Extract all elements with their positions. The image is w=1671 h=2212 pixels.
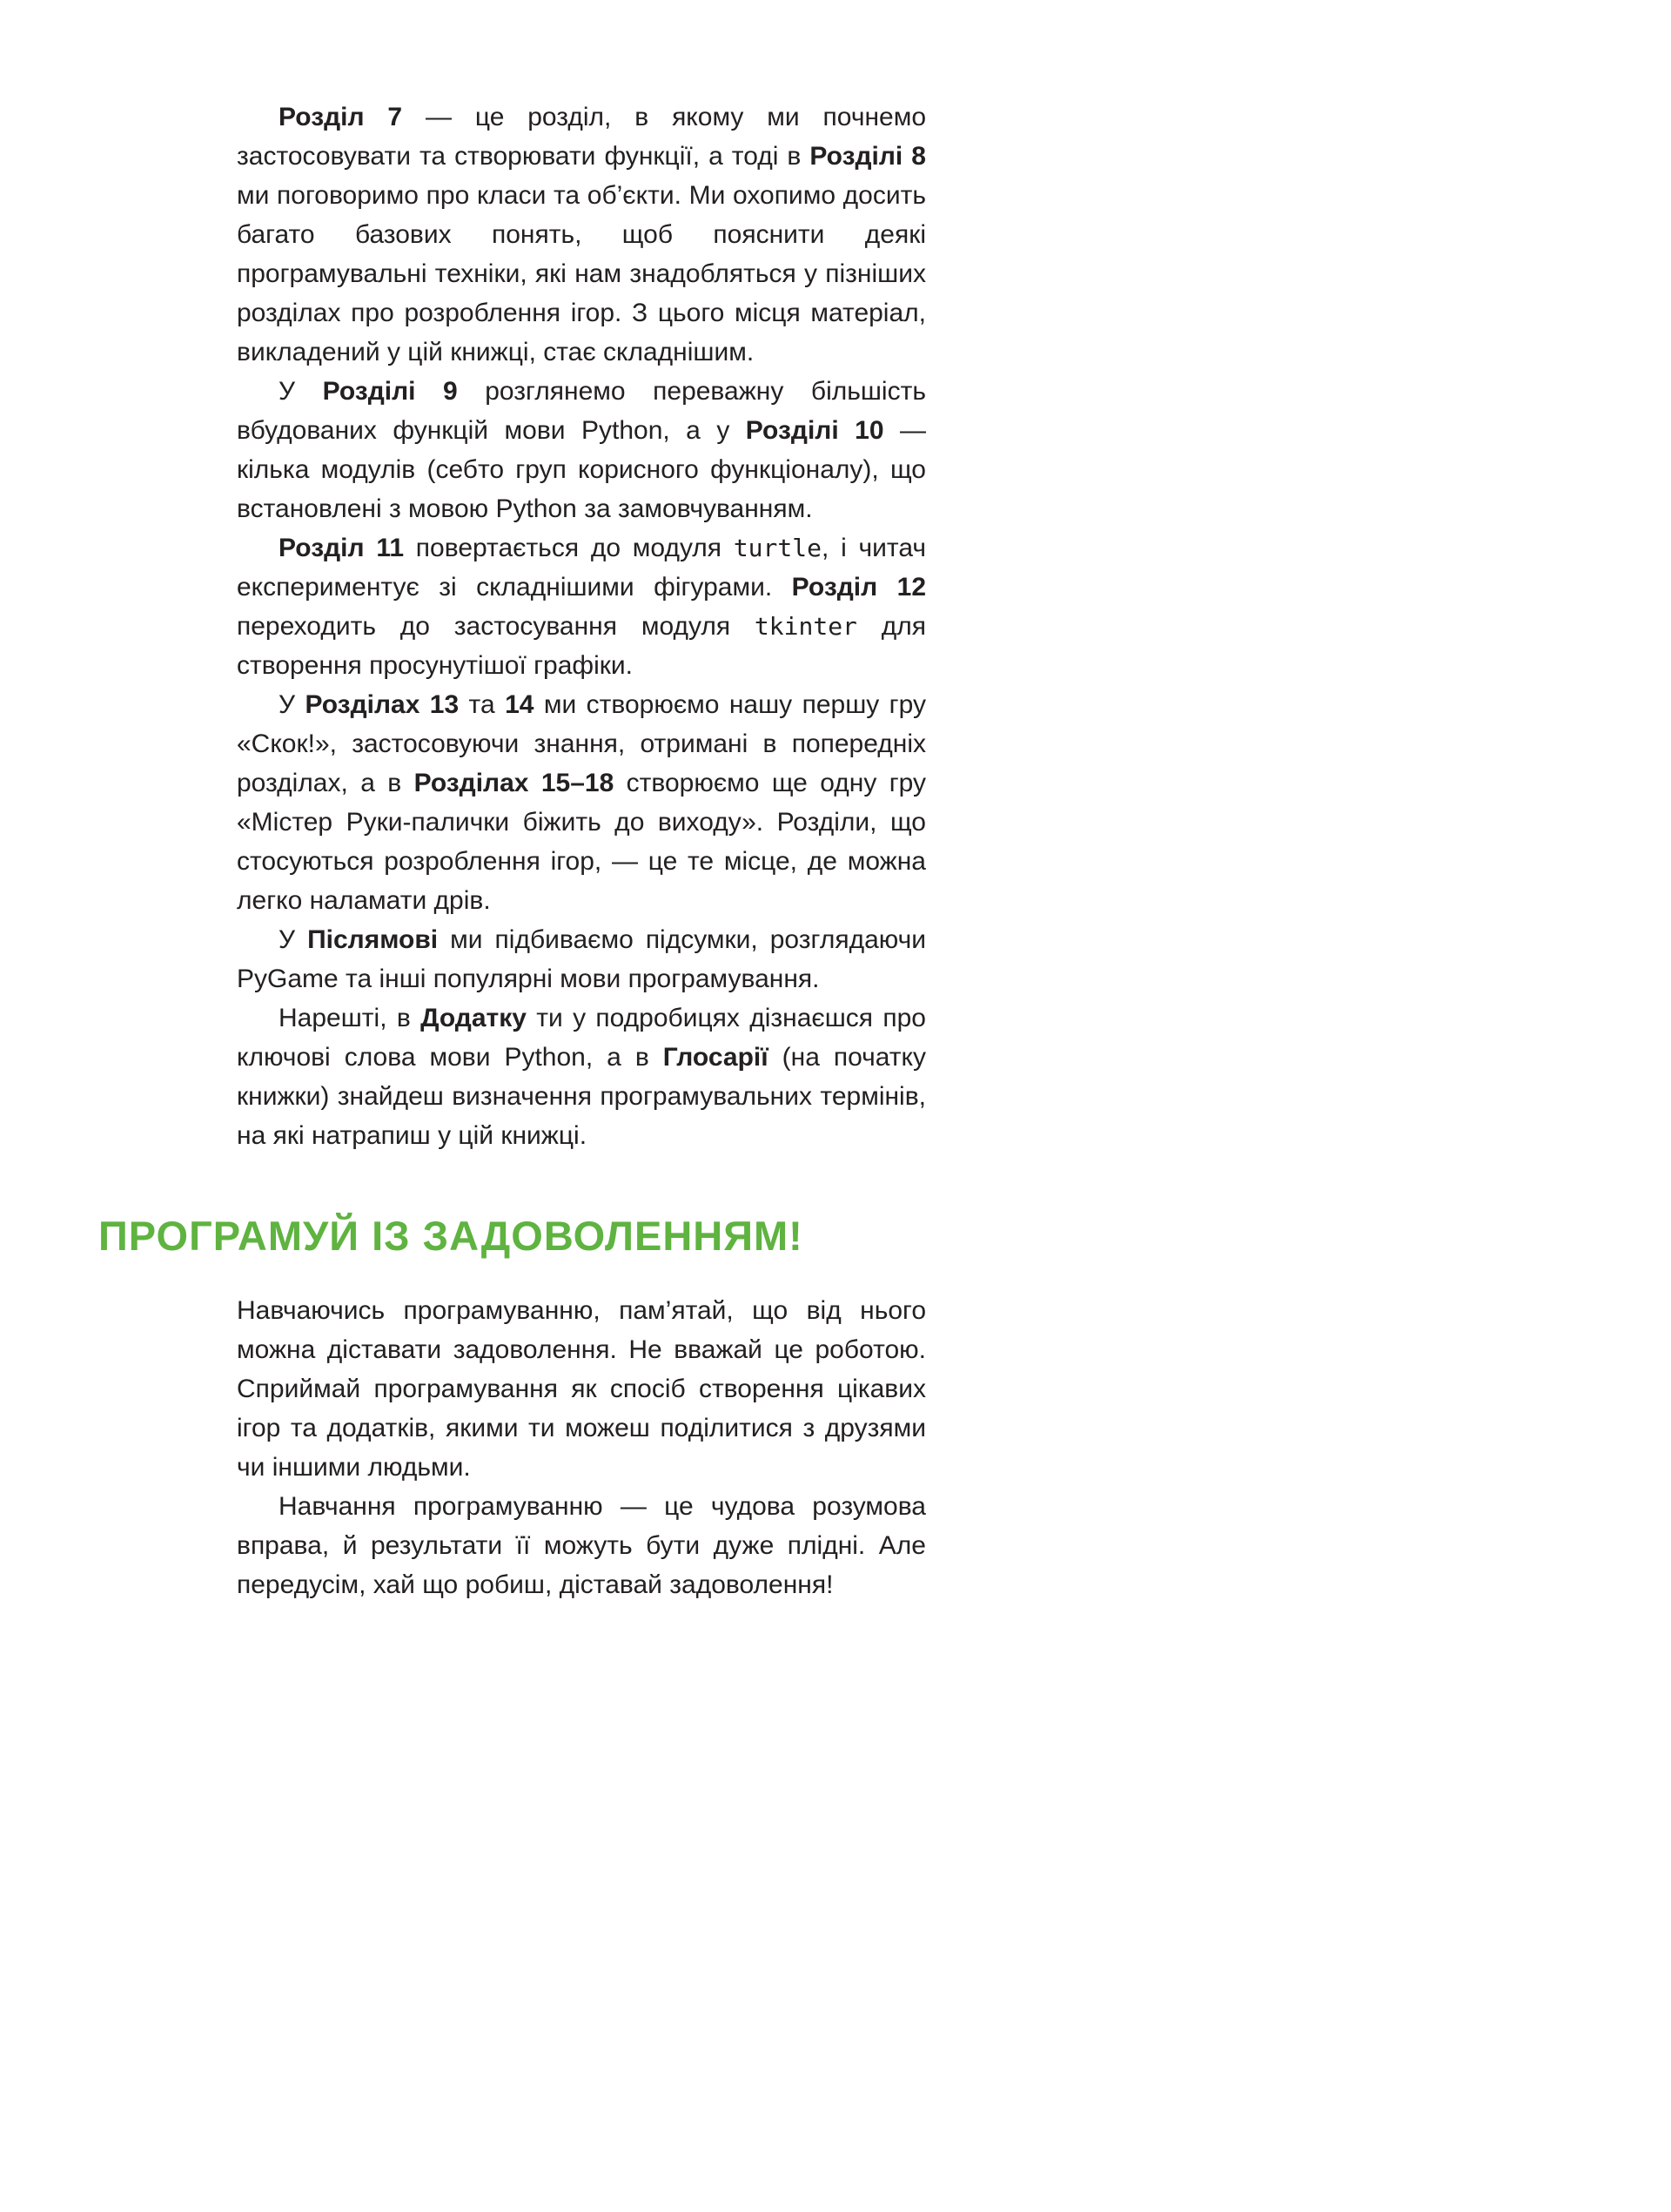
text-run: повертається до модуля xyxy=(404,534,734,562)
bold-text-run: Розділ 7 xyxy=(278,103,403,131)
paragraph xyxy=(237,1291,926,1487)
bold-text-run: Розділі 8 xyxy=(809,142,926,171)
text-run: , і читач експериментує зі складнішими фігурами. xyxy=(237,534,926,602)
bold-text-run: Розділ 12 xyxy=(791,573,926,602)
intro-paragraphs xyxy=(237,97,926,1155)
text-run: розглянемо переважну більшість вбудованих функцій мови Python, а у xyxy=(237,377,926,445)
text-run: ми поговоримо про класи та об’єкти. Ми охопимо досить багато базових понять, щоб пояснити деякі програмувальні техніки, які нам знадобляться у пізніших розділах про розроблення ігор. З цього місця матеріал, викладений у цій книжці, стає складнішим. xyxy=(237,181,926,366)
text-run: — це розділ, в якому ми почнемо застосовувати та створювати функції, а тоді в xyxy=(237,103,927,171)
text-run: ми створюємо нашу першу гру «Скок!», застосовуючи знання, отримані в попередніх розділах, а в xyxy=(237,690,926,797)
text-run: Нарешті, в xyxy=(278,1004,421,1032)
text-run: У xyxy=(278,690,305,719)
text-run: створюємо ще одну гру «Містер Руки-палички біжить до виходу». Розділи, що стосуються розроблення ігор, — це те місце, де можна легко наламати дрів. xyxy=(237,769,926,915)
section-heading: ПРОГРАМУЙ ІЗ ЗАДОВОЛЕННЯМ! xyxy=(98,1213,803,1259)
code-text-run: turtle xyxy=(733,534,822,562)
bold-text-run: Розділі 9 xyxy=(322,377,458,406)
text-run: ми підбиваємо підсумки, розглядаючи PyGame та інші популярні мови програмування. xyxy=(237,925,926,993)
bold-text-run: 14 xyxy=(505,690,534,719)
text-run: для створення просунутішої графіки. xyxy=(237,612,927,680)
section-paragraphs xyxy=(237,1291,926,1604)
bold-text-run: Глосарії xyxy=(662,1043,768,1072)
text-run: та xyxy=(459,690,506,719)
paragraph xyxy=(237,97,926,372)
code-text-run: tkinter xyxy=(754,612,857,641)
text-run: У xyxy=(278,377,323,406)
text-run: переходить до застосування модуля xyxy=(237,612,755,641)
bold-text-run: Розділ 11 xyxy=(278,534,405,562)
text-run: — кілька модулів (себто груп корисного функціоналу), що встановлені з мовою Python за замовчуванням. xyxy=(237,416,926,523)
paragraph xyxy=(237,920,926,998)
text-run: ти у подробицях дізнаєшся про ключові слова мови Python, а в xyxy=(237,1004,926,1072)
text-run: (на початку книжки) знайдеш визначення програмувальних термінів, на які натрапиш у цій книжці. xyxy=(237,1043,927,1150)
text-run: Навчаючись програмуванню, пам’ятай, що від нього можна діставати задоволення. Не вважай це роботою. Сприймай програмування як спосіб створення цікавих ігор та додатків, якими ти можеш поділитися з друзями чи іншими людьми. xyxy=(237,1296,926,1483)
bold-text-run: Післямові xyxy=(307,925,439,954)
bold-text-run: Розділі 10 xyxy=(745,416,884,445)
bold-text-run: Додатку xyxy=(420,1004,527,1032)
text-run: У xyxy=(278,925,308,954)
bold-text-run: Розділах 13 xyxy=(305,690,460,719)
text-run: Навчання програмуванню — це чудова розумова вправа, й результати її можуть бути дуже плідні. Але передусім, хай що робиш, діставай задоволення! xyxy=(237,1492,926,1600)
paragraph xyxy=(237,528,926,685)
paragraph xyxy=(237,1487,926,1604)
text-column xyxy=(98,97,927,1604)
paragraph xyxy=(237,685,926,920)
bold-text-run: Розділах 15–18 xyxy=(413,769,614,797)
paragraph xyxy=(237,998,926,1155)
paragraph xyxy=(237,372,926,528)
